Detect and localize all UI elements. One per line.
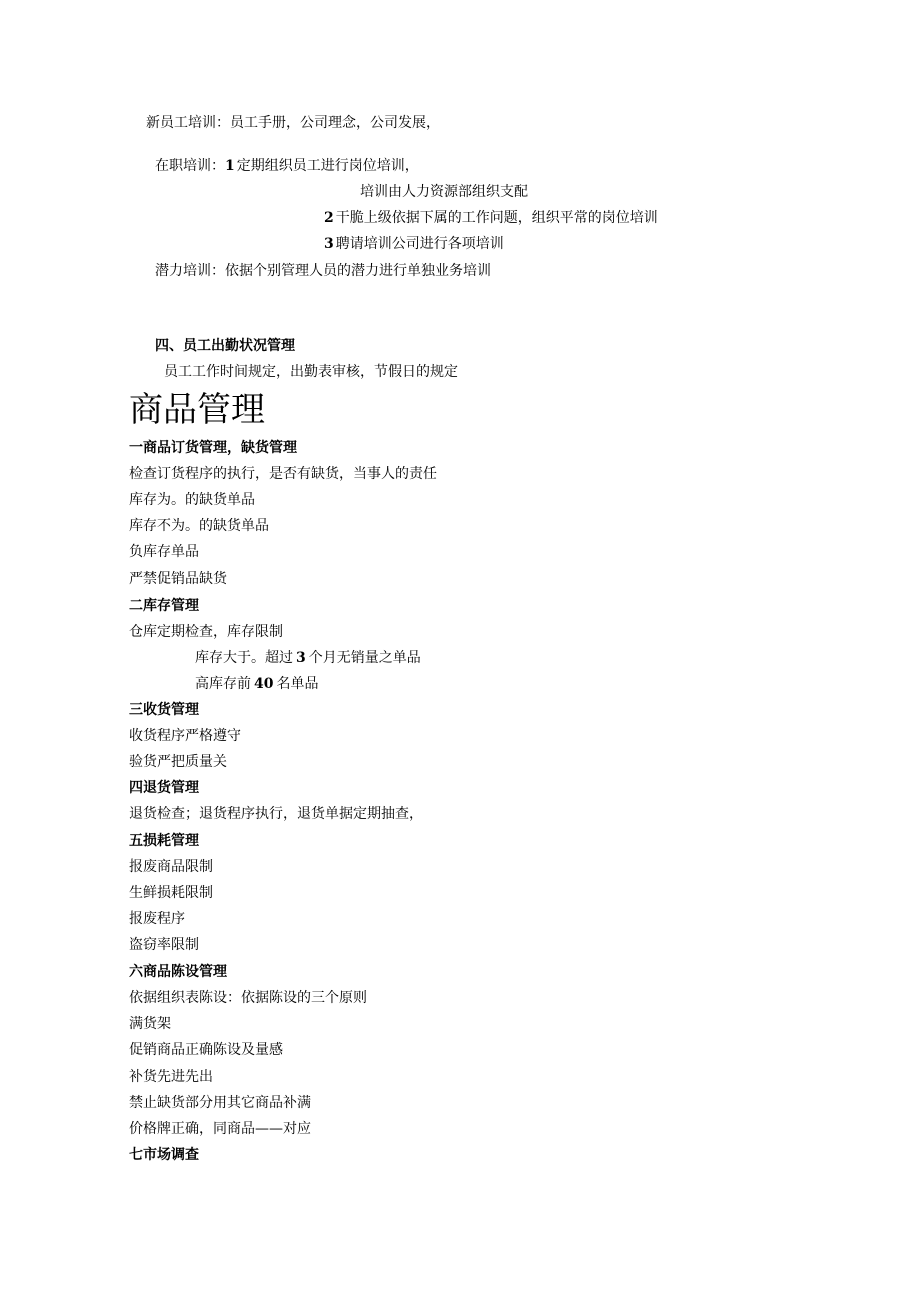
subline-text: 库存大于。超过 bbox=[195, 650, 293, 666]
onjob-training-item-2 bbox=[324, 209, 658, 227]
item-number: 3 bbox=[324, 236, 334, 252]
section-line: 严禁促销品缺货 bbox=[129, 571, 227, 587]
section-heading: 四退货管理 bbox=[129, 780, 199, 796]
new-employee-training: 新员工培训：员工手册，公司理念，公司发展， bbox=[146, 115, 440, 131]
subline-number: 3 bbox=[296, 650, 306, 666]
section-heading: 三收货管理 bbox=[129, 702, 199, 718]
section-heading: 六商品陈设管理 bbox=[129, 964, 227, 980]
onjob-training-label: 在职培训： bbox=[155, 158, 225, 174]
section-subline bbox=[195, 649, 421, 667]
section-line: 报废程序 bbox=[129, 911, 185, 927]
onjob-training-item-3 bbox=[324, 235, 504, 253]
section-line: 补货先进先出 bbox=[129, 1069, 213, 1085]
item-text: 定期组织员工进行岗位培训， bbox=[236, 158, 419, 174]
section-heading: 七市场调查 bbox=[129, 1147, 199, 1163]
section-line: 收货程序严格遵守 bbox=[129, 728, 241, 744]
section-heading: 五损耗管理 bbox=[129, 833, 199, 849]
section-line: 验货严把质量关 bbox=[129, 754, 227, 770]
section-line: 盗窃率限制 bbox=[129, 937, 199, 953]
section-line: 报废商品限制 bbox=[129, 859, 213, 875]
potential-training: 潜力培训：依据个别管理人员的潜力进行单独业务培训 bbox=[155, 263, 491, 279]
subline-text: 高库存前 bbox=[195, 676, 251, 692]
goods-title: 商品管理 bbox=[129, 390, 265, 430]
section-heading: 二库存管理 bbox=[129, 598, 199, 614]
section-line: 仓库定期检查，库存限制 bbox=[129, 624, 283, 640]
attendance-text: 员工工作时间规定，出勤表审核，节假日的规定 bbox=[164, 364, 458, 380]
section-heading: 一商品订货管理，缺货管理 bbox=[129, 440, 297, 456]
item-text: 聘请培训公司进行各项培训 bbox=[335, 236, 504, 252]
section-subline bbox=[195, 675, 318, 693]
section-line: 库存为。的缺货单品 bbox=[129, 492, 255, 508]
item-text: 干脆上级依据下属的工作问题，组织平常的岗位培训 bbox=[335, 210, 658, 226]
onjob-training-item-1 bbox=[155, 157, 419, 175]
section-line: 价格牌正确，同商品——对应 bbox=[129, 1121, 311, 1137]
subline-number: 40 bbox=[254, 676, 274, 692]
section-line: 库存不为。的缺货单品 bbox=[129, 518, 269, 534]
subline-text: 个月无销量之单品 bbox=[308, 650, 421, 666]
section-line: 生鲜损耗限制 bbox=[129, 885, 213, 901]
subline-text: 名单品 bbox=[276, 676, 319, 692]
section-line: 退货检查；退货程序执行，退货单据定期抽查， bbox=[129, 806, 423, 822]
item-number: 1 bbox=[225, 158, 235, 174]
attendance-heading: 四、员工出勤状况管理 bbox=[155, 338, 295, 354]
section-line: 禁止缺货部分用其它商品补满 bbox=[129, 1095, 311, 1111]
section-line: 促销商品正确陈设及量感 bbox=[129, 1042, 283, 1058]
item-number: 2 bbox=[324, 210, 334, 226]
onjob-training-note: 培训由人力资源部组织支配 bbox=[360, 184, 528, 200]
section-line: 检查订货程序的执行，是否有缺货，当事人的责任 bbox=[129, 466, 437, 482]
section-line: 依据组织表陈设：依据陈设的三个原则 bbox=[129, 990, 367, 1006]
section-line: 满货架 bbox=[129, 1016, 171, 1032]
section-line: 负库存单品 bbox=[129, 544, 199, 560]
